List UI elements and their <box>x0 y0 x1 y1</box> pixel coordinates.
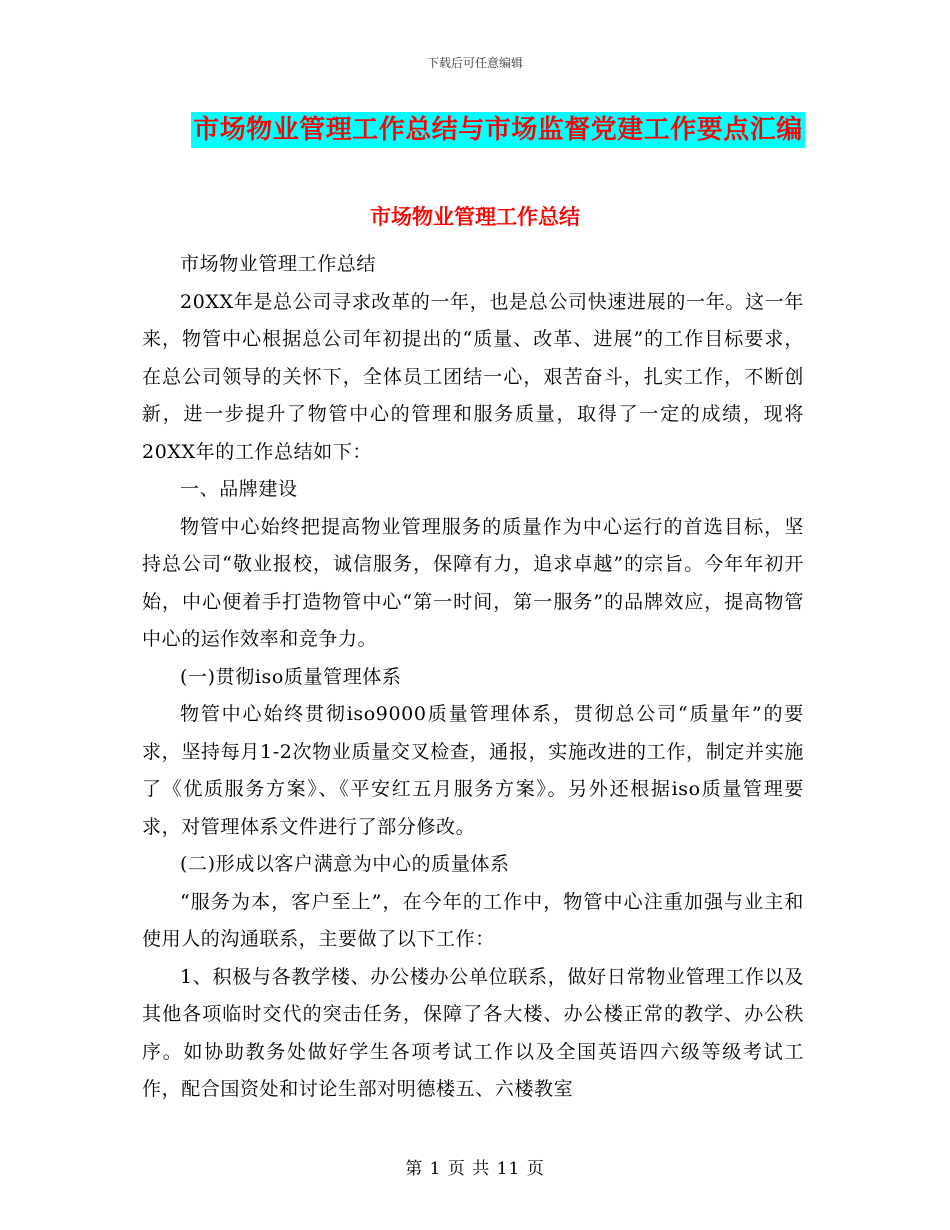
paragraph: “服务为本，客户至上”，在今年的工作中，物管中心注重加强与业主和使用人的沟通联系，主要做了以下工作： <box>142 890 804 950</box>
paragraph: 20XX年是总公司寻求改革的一年，也是总公司快速进展的一年。这一年来，物管中心根据总公司年初提出的“质量、改革、进展”的工作目标要求，在总公司领导的关怀下，全体员工团结一心，艰苦奋斗，扎实工作，不断创新，进一步提升了物管中心的管理和服务质量，取得了一定的成绩，现将20XX年的工作总结如下： <box>142 290 804 463</box>
paragraph: 物管中心始终把提高物业管理服务的质量作为中心运行的首选目标，坚持总公司“敬业报校，诚信服务，保障有力，追求卓越”的宗旨。今年年初开始，中心便着手打造物管中心“第一时间，第一服务”的品牌效应，提高物管中心的运作效率和竞争力。 <box>142 515 804 650</box>
paragraph: 一、品牌建设 <box>180 478 298 500</box>
header-note: 下载后可任意编辑 <box>426 56 523 70</box>
body-text <box>142 246 804 1109</box>
page-footer: 第 1 页 共 11 页 <box>405 1159 545 1179</box>
paragraph: 市场物业管理工作总结 <box>180 253 377 275</box>
document-title: 市场物业管理工作总结与市场监督党建工作要点汇编 <box>191 112 805 148</box>
section-title: 市场物业管理工作总结 <box>370 204 580 229</box>
paragraph: 物管中心始终贯彻iso9000质量管理体系，贯彻总公司“质量年”的要求，坚持每月1-2次物业质量交叉检查，通报，实施改进的工作，制定并实施了《优质服务方案》、《平安红五月服务方案》。另外还根据iso质量管理要求，对管理体系文件进行了部分修改。 <box>142 703 804 838</box>
paragraph: 1、积极与各教学楼、办公楼办公单位联系，做好日常物业管理工作以及其他各项临时交代的突击任务，保障了各大楼、办公楼正常的教学、办公秩序。如协助教务处做好学生各项考试工作以及全国英语四六级等级考试工作，配合国资处和讨论生部对明德楼五、六楼教室 <box>142 965 804 1100</box>
paragraph: (二)形成以客户满意为中心的质量体系 <box>180 853 510 875</box>
paragraph: (一)贯彻iso质量管理体系 <box>180 665 402 688</box>
document-title-container <box>0 112 950 148</box>
